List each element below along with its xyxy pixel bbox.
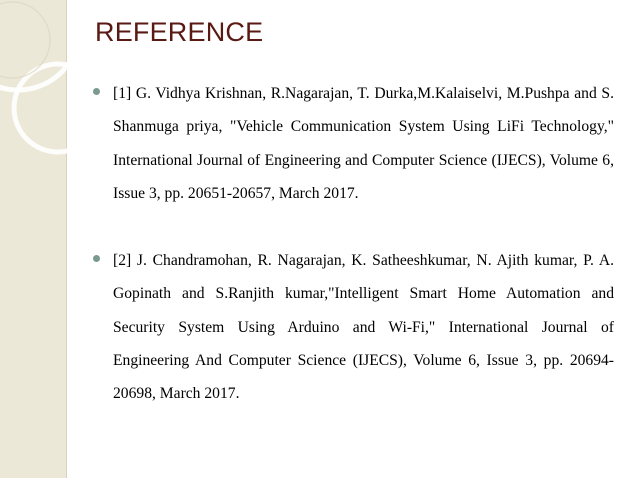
reference-text: [1] G. Vidhya Krishnan, R.Nagarajan, T. Durka,M.Kalaiselvi, M.Pushpa and S. Shanmuga priya, "Vehicle Communication System Using LiFi Technology," International Journal of Engineering and Computer Science (IJECS), Volume 6, Issue 3, pp. 20651-20657, March 2017. [113,85,614,202]
bullet-icon [93,255,100,262]
reference-item [93,77,614,210]
slide-title: REFERENCE [95,17,264,47]
bullet-icon [93,88,100,95]
reference-list [93,77,614,411]
reference-text: [2] J. Chandramohan, R. Nagarajan, K. Satheeshkumar, N. Ajith kumar, P. A. Gopinath and S.Ranjith kumar,"Intelligent Smart Home Automation and Security System Using Arduino and Wi-Fi," International Journal of Engineering And Computer Science (IJECS), Volume 6, Issue 3, pp. 20694-20698, March 2017. [113,252,614,403]
reference-item [93,244,614,410]
